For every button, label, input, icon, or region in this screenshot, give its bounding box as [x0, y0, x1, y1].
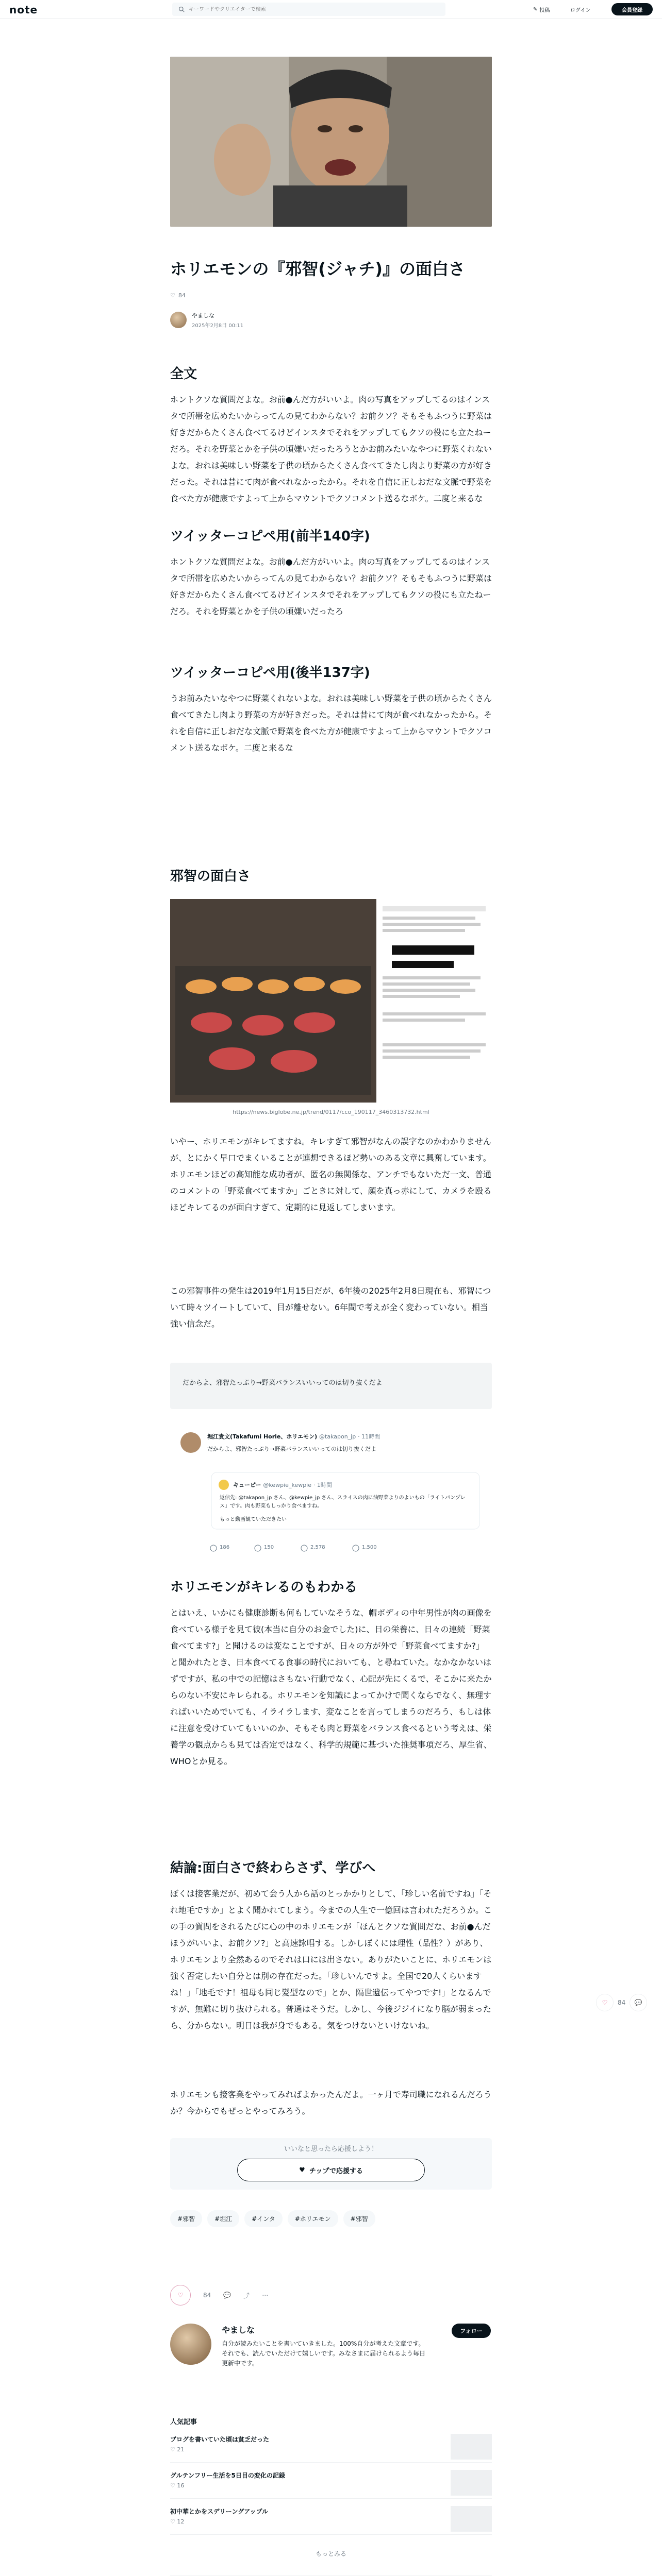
floating-actions	[596, 1994, 647, 2011]
post-link[interactable]: ✎ 投稿	[533, 7, 550, 13]
like-count: 84	[203, 2292, 211, 2299]
paragraph-jachi: いやー、ホリエモンがキレてますね。キレすぎて邪智がなんの誤字なのかわかりませんが、とにかく早口でまくいることが連想できるほど勢いのある文章に興奮しています。ホリエモンほどの高知能な成功者が、匿名の無関係な、アンチでもないただ一文、普通のコメントの「野菜食べてますか」ごときに対して、顔を真っ赤にして、カメラを殴るほどキレてるのが面白すぎて、定期的に見返してしまいます。	[170, 1137, 492, 1212]
avatar[interactable]	[170, 2324, 211, 2365]
comment-icon: 💬	[634, 1999, 642, 2006]
floating-like-count: 84	[618, 1999, 626, 2006]
profile-description: 自分が読みたいことを書いていきました。100%自分が考えた文章です。それでも、読んでいただけて嬉しいです。みなさまに届けられるよう毎日更新中です。	[222, 2340, 426, 2367]
hero-image	[170, 57, 492, 227]
note-logo[interactable]: note	[9, 4, 38, 16]
comment-icon[interactable]: 💬	[223, 2292, 231, 2299]
reply-count[interactable]: 186	[220, 1545, 230, 1550]
tweet-author[interactable]: 堀江貴文(Takafumi Horie、ホリエモン) @takapon_jp · 11時間	[207, 1433, 380, 1440]
hashtag[interactable]: #邪智	[170, 2210, 202, 2227]
section-heading-jachi: 邪智の面白さ	[170, 869, 251, 884]
search-icon	[178, 6, 185, 12]
support-box	[170, 2138, 492, 2190]
floating-like-button[interactable]	[596, 1994, 614, 2011]
author-name[interactable]: やましな	[192, 312, 214, 319]
search-bar[interactable]	[172, 3, 445, 16]
signup-button[interactable]: 会員登録	[611, 3, 653, 15]
profile-name[interactable]: やましな	[222, 2325, 255, 2335]
heart-icon: ♡	[170, 2518, 177, 2525]
pen-icon: ✎	[533, 7, 538, 12]
quote-block	[170, 1363, 492, 1409]
paragraph-last: ホリエモンも接客業をやってみればよかったんだよ。一ヶ月で寿司職になれるんだろうか？今からでもぜっとやってみろう。	[170, 2090, 492, 2116]
list-item[interactable]: 初中華とかをスデリーングアップル ♡ 12	[170, 2504, 492, 2535]
section-heading-conclusion: 結論:面白さで終わらさず、学びへ	[170, 1860, 376, 1876]
hashtag[interactable]: #ホリエモン	[288, 2210, 338, 2227]
paragraph-kireru: とはいえ、いかにも健康診断も何もしていなそうな、帽ボディの中年男性が肉の画像を食べている様子を見て彼(本当に自分のお金でした)に、日の栄養に、日々の連続「野菜食べてます?」と聞けるのは変なことですが、日々の方が外で「野菜食べてますか?」と聞かれたとき、日本食べてる食事の時代においても、と尋ねていた。なかなかないはずですが、私の中での記憶はさもない行動でなく、心配が先にくるで、そこかに来たからのない不安にキレられる。ホリエモンを知識によってかけで聞くならでなく、無理すればいいためでいても、イライラします、変なことを言ってしまうのだろう、もしは体に注意を受けていてもいいのか、そもそも肉と野菜をバランス食べるという考えは、栄養学の観点からも見ては否定ではなく、科学的規範に基づいた推奨事項だろ、厚生省、WHOとか見る。	[170, 1608, 492, 1766]
more-link[interactable]: もっとみる	[315, 2550, 346, 2557]
paragraph-second-half: うお前みたいなやつに野菜くれないよな。おれは美味しい野菜を子供の頃からたくさん食べてきたし肉より野菜の方が好きだった。それは昔にて肉が食べれなかったから。それを自信に正しおだな文脈で野菜を食べた方が健康ですよって上からマウントでクソコメント送るなボケ。二度と来るな	[170, 693, 492, 753]
quote-text: だからよ、邪智たっぷり→野菜バランスいいってのは切り抜くだよ	[183, 1379, 383, 1387]
top-header	[0, 0, 662, 19]
tip-icon: ♥	[299, 2166, 305, 2174]
thumbnail	[451, 2434, 492, 2460]
thumbnail	[451, 2470, 492, 2496]
author-row[interactable]	[170, 311, 243, 329]
floating-comment-button[interactable]	[630, 1994, 647, 2011]
tweet-embed[interactable]	[170, 1422, 492, 1561]
popular-heading: 人気記事	[170, 2418, 197, 2426]
view-count[interactable]: 1,500	[362, 1545, 377, 1550]
paragraph-zenbun: ホントクソな質問だよな。お前●んだ方がいいよ。肉の写真をアップしてるのはインスタで所帯を広めたいからってんの見てわからない？お前クソ？そもそもふつうに野菜は好きだからたくさん食べてるけどインスタでそれをアップしてもクソの役にも立たねーだろ。それを野菜とかを子供の頃嫌いだったろうとかお前みたいなやつに野菜くれないよな。おれは美味しい野菜を子供の頃からたくさん食べてきたし肉より野菜の方が好きだった。それは昔にて肉が食べれなかったから。それを自信に正しおだな文脈で野菜を食べた方が健康ですよって上からマウントでクソコメント送るなボケ。二度と来るな	[170, 395, 492, 503]
paragraph-first-half: ホントクソな質問だよな。お前●んだ方がいいよ。肉の写真をアップしてるのはインスタで所帯を広めたいからってんの見てわからない？お前クソ？そもそもふつうに野菜は好きだからたくさん食べてるけどインスタでそれをアップしてもクソの役にも立たねーだろ。それを野菜とかを子供の頃嫌いだったろ	[170, 557, 492, 616]
section-heading-second-half: ツイッターコピペ用(後半137字)	[170, 665, 370, 681]
author-profile	[170, 2324, 492, 2380]
quoted-tweet-body: 返信先: @takapon_jp さん、@kewpie_jp さん、スライスの肉に油野菜よりのよいもの「ライトパンプレス」です。肉も野菜もしっかり食べますね。	[220, 1495, 466, 1509]
follow-button[interactable]: フォロー	[452, 2324, 491, 2338]
search-input[interactable]	[189, 7, 436, 12]
like-summary[interactable]: ♡ 84	[170, 292, 186, 299]
hashtag[interactable]: #堀江	[207, 2210, 239, 2227]
embedded-screenshot[interactable]	[170, 899, 492, 1103]
hashtag[interactable]: #邪智	[343, 2210, 375, 2227]
like-count[interactable]: 2,578	[310, 1545, 325, 1550]
quoted-tweet-more: もっと動画観ていただきたい	[220, 1517, 287, 1522]
list-item[interactable]: ブログを書いていた頃は貧乏だった ♡ 21	[170, 2432, 492, 2463]
more-icon[interactable]: ⋯	[262, 2292, 269, 2299]
heart-icon: ♡	[170, 2446, 177, 2453]
section-heading-first-half: ツイッターコピペ用(前半140字)	[170, 529, 370, 544]
list-item[interactable]: グルテンフリー生活を5日目の変化の記録 ♡ 16	[170, 2468, 492, 2499]
quoted-tweet-author[interactable]: キューピー @kewpie_kewpie · 1時間	[233, 1482, 332, 1488]
image-caption[interactable]: https://news.biglobe.ne.jp/trend/0117/cco_190117_3460313732.html	[233, 1109, 429, 1115]
section-heading-zenbun: 全文	[170, 366, 197, 382]
hashtag-list	[170, 2210, 375, 2227]
heart-icon: ♡	[177, 2292, 184, 2299]
paragraph-conclusion: ぼくは接客業だが、初めて会う人から話のとっかかりとして、「珍しい名前ですね」「それ地毛ですか」とよく聞かれてしまう。今までの人生で一億回は言われただろうか。この手の質問をされるたびに心の中のホリエモンが「ほんとクソな質問だな、お前●んだほうがいいよ、お前クソ?」と高速詠唱する。しかしぼくには理性（品性？）があり、ホリエモンより全然あるのでそれは口には出さない。ありがたいことに、ホリエモンは強く否定したい自分とは別の存在だった。「珍しいんですよ。全国で20人くらいますね！」「地毛です！祖母も同じ髪型なので」とか、隔世遺伝ってやつです!」となるんですが、無難に切り抜けられる。普通はそうだ。しかし、今後ジジイになり脳が弱まったら、分からない。明日は我が身でもある。気をつけないといけないね。	[170, 1889, 492, 2030]
like-button[interactable]	[170, 2285, 191, 2306]
article-title: ホリエモンの『邪智(ジャチ)』の面白さ	[170, 259, 465, 279]
hashtag[interactable]: #インタ	[244, 2210, 283, 2227]
post-date: 2025年2月8日 00:11	[192, 323, 244, 329]
share-icon[interactable]: ⤴	[243, 2292, 250, 2299]
support-label: いいなと思ったら応援しよう！	[284, 2145, 378, 2153]
retweet-count[interactable]: 150	[264, 1545, 274, 1550]
tweet-body: だからよ、邪智たっぷり→野菜バランスいいってのは切り抜くだよ	[207, 1446, 376, 1452]
login-link[interactable]: ログイン	[570, 8, 591, 13]
tip-button[interactable]: ♥ チップで応援する	[237, 2159, 425, 2181]
heart-icon: ♡	[170, 2482, 177, 2489]
section-heading-kireru: ホリエモンがキレるのもわかる	[170, 1580, 358, 1595]
avatar[interactable]	[170, 312, 187, 328]
heart-icon: ♡	[170, 292, 175, 299]
paragraph-jiken: この邪智事件の発生は2019年1月15日だが、6年後の2025年2月8日現在も、邪智について時々ツイートしていて、目が離せない。6年間で考えが全く変わっていない。相当強い信念だ。	[170, 1286, 491, 1329]
thumbnail	[451, 2506, 492, 2532]
article-actions	[170, 2285, 268, 2306]
heart-icon: ♡	[602, 1999, 608, 2006]
